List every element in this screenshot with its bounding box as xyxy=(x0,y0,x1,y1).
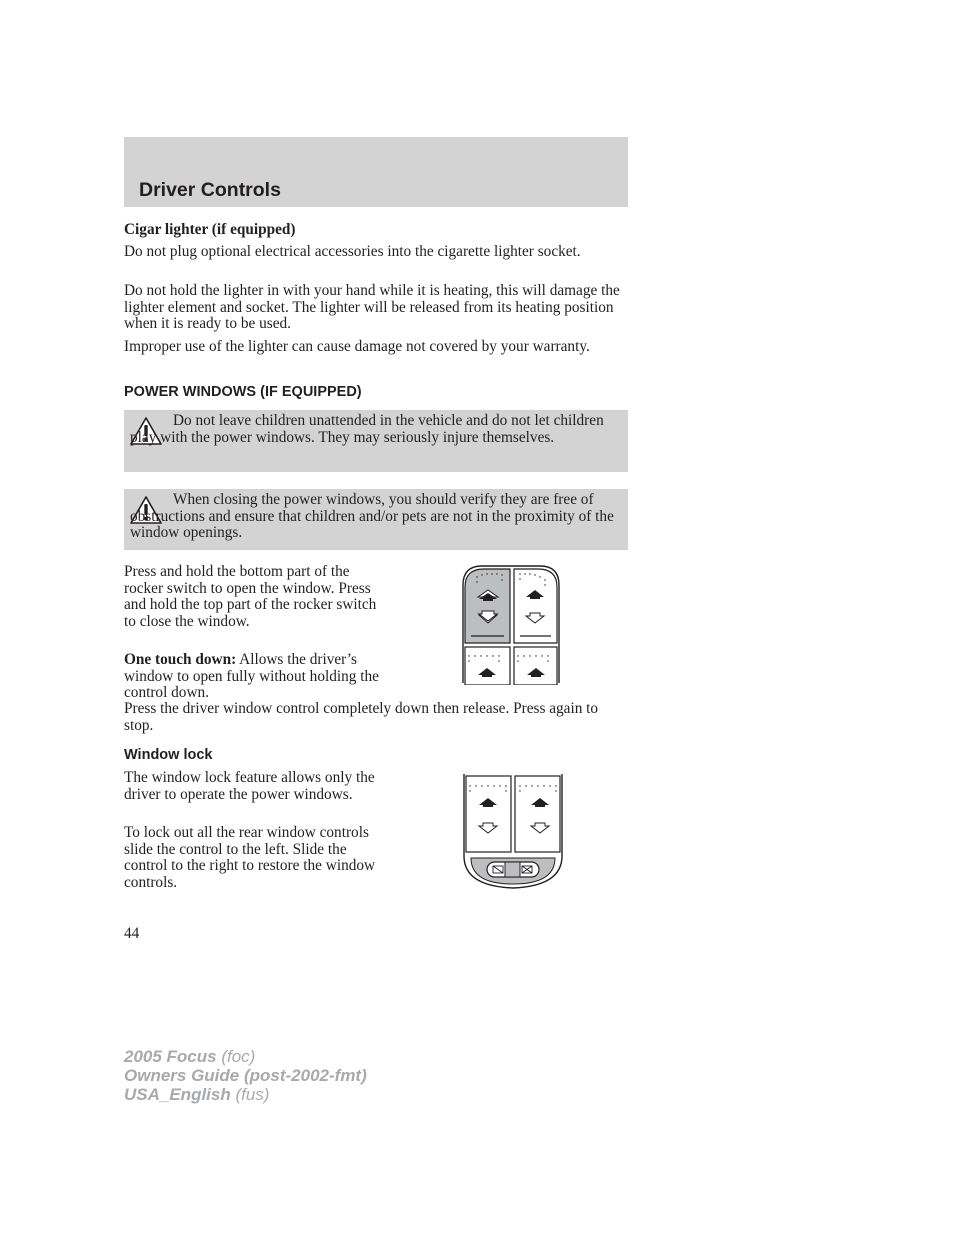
passenger-rocker-switch xyxy=(514,569,557,643)
window-lock-heading: Window lock xyxy=(124,747,213,763)
power-window-switch-diagram xyxy=(460,563,562,685)
rear-left-rocker-switch xyxy=(466,776,511,852)
warning-text-children: Do not leave children unattended in the vehicle and do not let children play with the power windows. They may seriously injure themselves. xyxy=(130,412,604,446)
one-touch-paragraph xyxy=(124,652,379,702)
warning-box-children xyxy=(124,410,628,472)
cigar-paragraph-2: Do not hold the lighter in with your hand while it is heating, this will damage the lighter element and socket. The lighter will be released from its heating position when it is ready to be used. xyxy=(124,282,620,332)
warning-box-obstructions xyxy=(124,489,628,550)
footer-line-1: 2005 Focus (foc) xyxy=(124,1047,256,1066)
page-number: 44 xyxy=(124,925,140,942)
cigar-paragraph-1: Do not plug optional electrical accessories into the cigarette lighter socket. xyxy=(124,243,581,260)
footer-line-3: USA_English (fus) xyxy=(124,1085,270,1104)
one-touch-label: One touch down: xyxy=(124,651,237,668)
warning-text-obstructions: When closing the power windows, you should verify they are free of obstructions and ensure that children and/or pets are not in the proximity of the window openings. xyxy=(130,491,614,541)
one-touch-continuation: Press the driver window control completely down then release. Press again to stop. xyxy=(124,700,599,734)
page-title: Driver Controls xyxy=(139,179,281,201)
window-lock-paragraph-1: The window lock feature allows only the driver to operate the power windows. xyxy=(124,769,375,803)
cigar-lighter-heading: Cigar lighter (if equipped) xyxy=(124,221,296,238)
rear-left-rocker-switch xyxy=(465,647,510,685)
document-footer xyxy=(124,1047,367,1104)
rear-right-rocker-switch xyxy=(515,776,560,852)
power-windows-heading: POWER WINDOWS (IF EQUIPPED) xyxy=(124,384,362,400)
window-lock-paragraph-2: To lock out all the rear window controls slide the control to the left. Slide the control to the right to restore the window controls. xyxy=(124,824,376,891)
window-lock-switch-diagram xyxy=(461,772,565,890)
footer-line-2: Owners Guide (post-2002-fmt) xyxy=(124,1066,367,1085)
cigar-paragraph-3: Improper use of the lighter can cause damage not covered by your warranty. xyxy=(124,338,590,355)
driver-rocker-switch xyxy=(465,569,510,643)
one-touch-text: Allows the driver’s window to open fully without holding the control down. xyxy=(124,651,379,701)
rocker-switch-instructions: Press and hold the bottom part of the rocker switch to open the window. Press and hold the top part of the rocker switch to close the window. xyxy=(124,563,377,630)
section-header-bar xyxy=(124,137,628,207)
rear-right-rocker-switch xyxy=(514,647,557,685)
